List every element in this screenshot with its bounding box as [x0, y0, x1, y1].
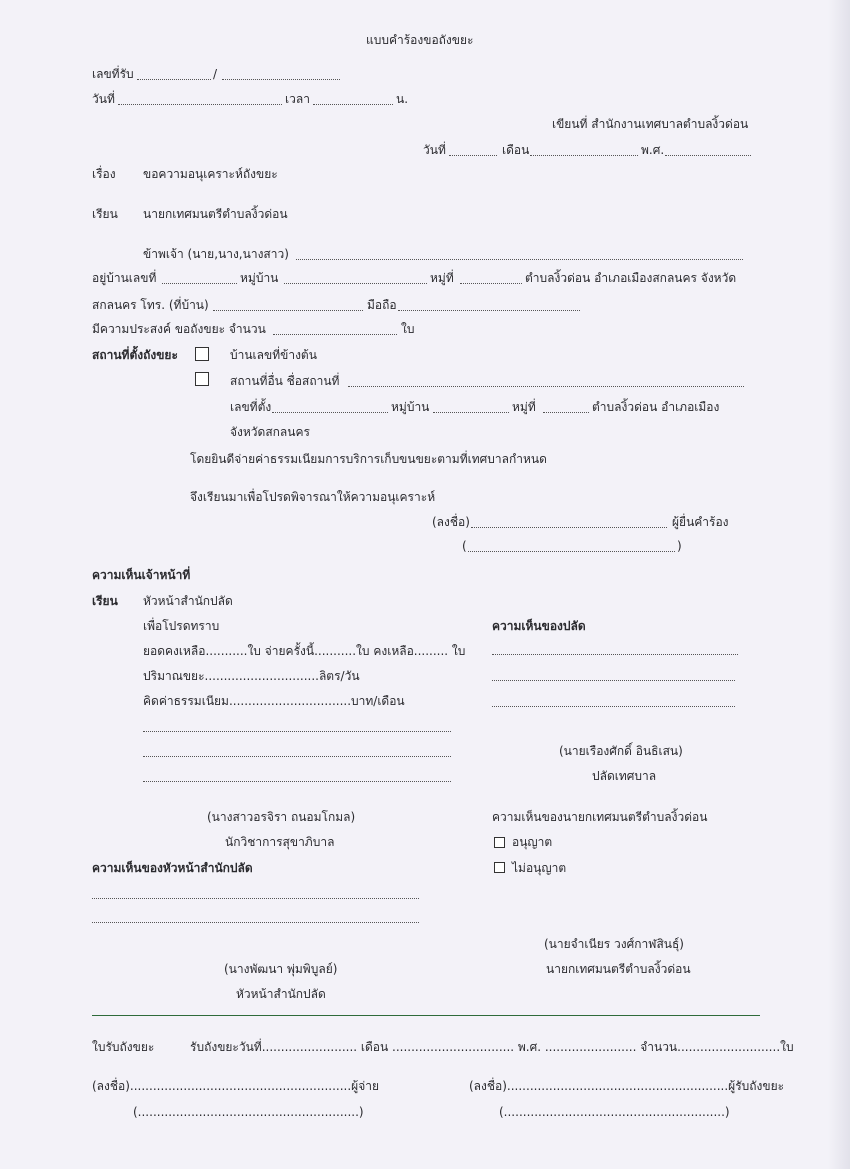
- subject-text: ขอความอนุเคราะห์ถังขยะ: [143, 167, 278, 181]
- time-unit: น.: [396, 92, 409, 106]
- receipt-heading: ใบรับถังขยะ: [92, 1040, 155, 1054]
- mayor-heading: ความเห็นของนายกเทศมนตรีตำบลงิ้วด่อน: [492, 810, 708, 824]
- mayor-position: นายกเทศมนตรีตำบลงิ้วด่อน: [546, 962, 691, 976]
- payer-sign: (ลงชื่อ)..........................................................ผู้จ่าย: [92, 1079, 379, 1093]
- location-fixed: ตำบลงิ้วด่อน อำเภอเมือง: [592, 400, 720, 414]
- clerk-opinion-line3[interactable]: [492, 706, 735, 707]
- house-no-field[interactable]: [162, 283, 237, 284]
- closing-text: จึงเรียนมาเพื่อโปรดพิจารณาให้ความอนุเคราะห์: [190, 490, 436, 504]
- officer-to-label: เรียน: [92, 594, 118, 608]
- written-year-field[interactable]: [665, 155, 751, 156]
- location-moo-label: หมู่ที่: [512, 400, 536, 414]
- applicant-signature-field[interactable]: [471, 527, 667, 528]
- to-label: เรียน: [92, 207, 118, 221]
- subject-label: เรื่อง: [92, 167, 116, 181]
- written-date-label: วันที่: [423, 143, 446, 157]
- officer-position: นักวิชาการสุขาภิบาล: [225, 835, 335, 849]
- applicant-sign-label: (ลงชื่อ): [432, 515, 470, 529]
- officer-opinion-line3[interactable]: [143, 781, 451, 782]
- clerk-position: ปลัดเทศบาล: [592, 769, 657, 783]
- house-no-label: อยู่บ้านเลขที่: [92, 271, 157, 285]
- clerk-opinion-line2[interactable]: [492, 680, 735, 681]
- clerk-opinion-line1[interactable]: [492, 654, 738, 655]
- purpose-unit: ใบ: [401, 322, 415, 336]
- address-fixed: ตำบลงิ้วด่อน อำเภอเมืองสกลนคร จังหวัด: [525, 271, 737, 285]
- receipt-no-label: เลขที่รับ: [92, 67, 134, 81]
- head-name: (นางพัฒนา พุ่มพิบูลย์): [224, 962, 338, 976]
- officer-name: (นางสาวอรจิรา ถนอมโกมล): [207, 810, 356, 824]
- section-divider: [92, 1015, 760, 1016]
- payer-printed-name: (..........................................................): [133, 1105, 364, 1119]
- officer-opinion-line2[interactable]: [143, 756, 451, 757]
- date-field[interactable]: [118, 104, 282, 105]
- receiver-sign: (ลงชื่อ)..........................................................ผู้รับถังขยะ: [469, 1079, 785, 1093]
- time-label: เวลา: [285, 92, 310, 106]
- mobile-label: มือถือ: [367, 298, 397, 312]
- head-position: หัวหน้าสำนักปลัด: [236, 987, 326, 1001]
- clerk-heading: ความเห็นของปลัด: [492, 619, 586, 633]
- applicant-label: ข้าพเจ้า (นาย,นาง,นางสาว): [143, 247, 289, 261]
- approve-checkbox[interactable]: [494, 837, 505, 848]
- location-option2-checkbox[interactable]: [195, 372, 209, 386]
- receipt-year-field[interactable]: [222, 79, 340, 80]
- time-field[interactable]: [313, 104, 393, 105]
- location-village-field[interactable]: [433, 412, 509, 413]
- written-month-label: เดือน: [502, 143, 530, 157]
- home-phone-field[interactable]: [213, 310, 363, 311]
- location-label: สถานที่ตั้งถังขยะ: [92, 348, 178, 362]
- location-province: จังหวัดสกลนคร: [230, 425, 310, 439]
- fee-consent: โดยยินดีจ่ายค่าธรรมเนียมการบริการเก็บขนขยะตามที่เทศบาลกำหนด: [190, 452, 547, 466]
- date-label: วันที่: [92, 92, 115, 106]
- reject-label: ไม่อนุญาต: [512, 861, 567, 875]
- applicant-paren-open: (: [462, 539, 467, 553]
- location-option1-checkbox[interactable]: [195, 347, 209, 361]
- mayor-name: (นายจำเนียร วงศ์กาฬสินธุ์): [544, 937, 684, 951]
- clerk-name: (นายเรืองศักดิ์ อินธิเสน): [559, 744, 683, 758]
- form-title: แบบคำร้องขอถังขยะ: [366, 33, 474, 47]
- approve-label: อนุญาต: [512, 835, 553, 849]
- head-heading: ความเห็นของหัวหน้าสำนักปลัด: [92, 861, 253, 875]
- other-location-name-field[interactable]: [348, 386, 744, 387]
- for-info-text: เพื่อโปรดทราบ: [143, 619, 220, 633]
- location-no-field[interactable]: [272, 412, 388, 413]
- to-text: นายกเทศมนตรีตำบลงิ้วด่อน: [143, 207, 288, 221]
- moo-field[interactable]: [460, 283, 522, 284]
- location-no-label: เลขที่ตั้ง: [230, 400, 272, 414]
- written-month-field[interactable]: [530, 155, 638, 156]
- written-year-label: พ.ศ.: [641, 143, 665, 157]
- receipt-slash: /: [213, 67, 218, 81]
- applicant-printed-name-field[interactable]: [468, 551, 675, 552]
- receipt-no-field[interactable]: [137, 79, 211, 80]
- waste-quantity-line: ปริมาณขยะ..............................ลิตร/วัน: [143, 669, 360, 683]
- location-option1-label: บ้านเลขที่ข้างต้น: [230, 348, 317, 362]
- officer-opinion-line1[interactable]: [143, 731, 451, 732]
- receiver-printed-name: (..........................................................): [499, 1105, 730, 1119]
- location-village-label: หมู่บ้าน: [391, 400, 430, 414]
- applicant-name-field[interactable]: [296, 259, 743, 260]
- bin-quantity-field[interactable]: [273, 334, 397, 335]
- applicant-role: ผู้ยื่นคำร้อง: [672, 515, 729, 529]
- fee-calc-line: คิดค่าธรรมเนียม................................บาท/เดือน: [143, 694, 405, 708]
- receipt-line: รับถังขยะวันที่......................... เดือน ................................ พ.ศ. ........................ จำนวน...........................ใบ: [190, 1040, 794, 1054]
- head-opinion-line2[interactable]: [92, 922, 419, 923]
- officer-to-text: หัวหน้าสำนักปลัด: [143, 594, 233, 608]
- balance-line: ยอดคงเหลือ...........ใบ จ่ายครั้งนี้...........ใบ คงเหลือ......... ใบ: [143, 644, 466, 658]
- location-moo-field[interactable]: [543, 412, 589, 413]
- reject-checkbox[interactable]: [494, 862, 505, 873]
- village-field[interactable]: [284, 283, 427, 284]
- applicant-paren-close: ): [677, 539, 682, 553]
- mobile-field[interactable]: [398, 310, 580, 311]
- head-opinion-line1[interactable]: [92, 898, 419, 899]
- written-day-field[interactable]: [449, 155, 497, 156]
- written-at: เขียนที่ สำนักงานเทศบาลตำบลงิ้วด่อน: [552, 117, 749, 131]
- village-label: หมู่บ้าน: [240, 271, 279, 285]
- moo-label: หมู่ที่: [430, 271, 454, 285]
- location-option2-label: สถานที่อื่น ชื่อสถานที่: [230, 374, 340, 388]
- purpose-label: มีความประสงค์ ขอถังขยะ จำนวน: [92, 322, 266, 336]
- province-phone-label: สกลนคร โทร. (ที่บ้าน): [92, 298, 209, 312]
- paper-edge-shadow: [828, 0, 850, 1169]
- officer-heading: ความเห็นเจ้าหน้าที่: [92, 568, 191, 582]
